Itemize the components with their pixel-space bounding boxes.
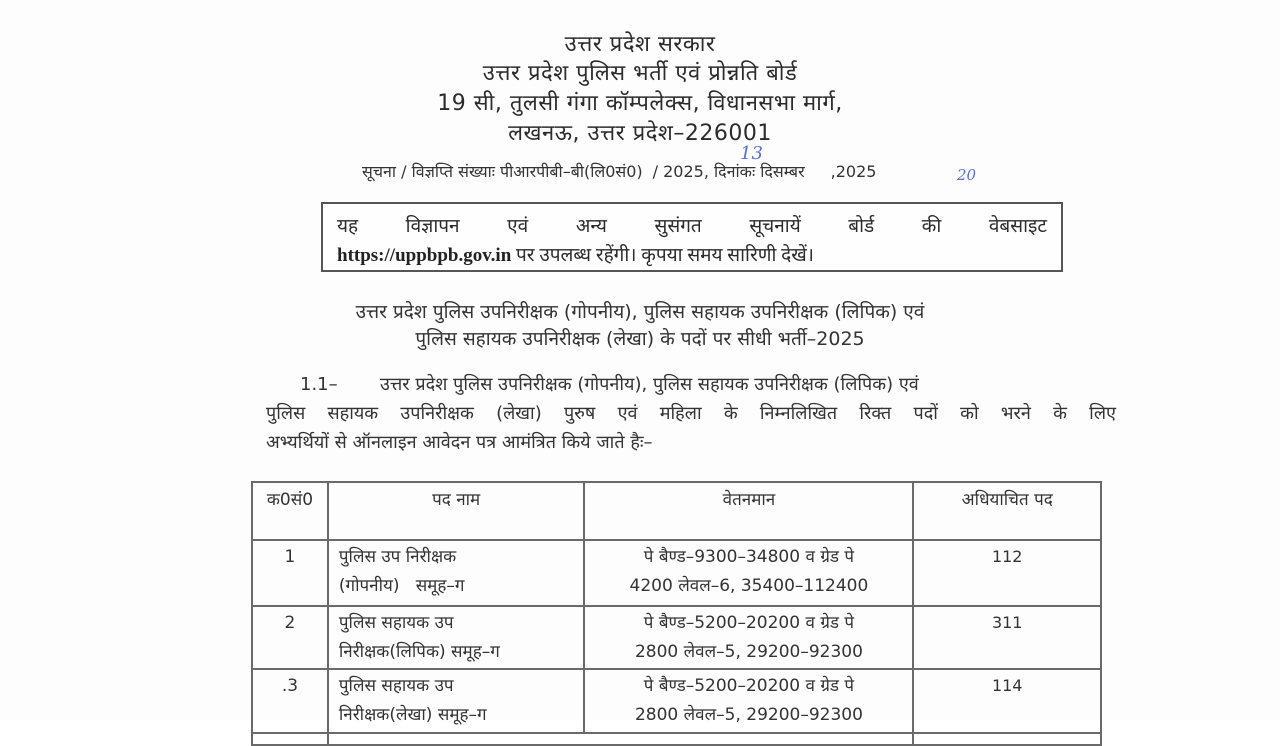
website-notice-box [321, 202, 1063, 272]
reference-prefix: सूचना / विज्ञप्ति संख्याः पीआरपीबी–बी(लि0सं0) [362, 162, 643, 181]
paragraph-line-2 [266, 401, 1116, 425]
reference-year: / 2025, दिनांकः दिसम्बर [652, 162, 805, 181]
table-row [252, 669, 1101, 733]
notice-word: सुसंगत [654, 216, 702, 237]
paragraph-line-3: अभ्यर्थियों से ऑनलाइन आवेदन पत्र आमंत्रित किये जाते हैः– [266, 432, 653, 453]
post-name-line: पुलिस सहायक उप [338, 613, 454, 633]
table-header-row [252, 482, 1101, 540]
post-name-line: निरीक्षक(लिपिक) समूह–ग [338, 642, 500, 662]
header-post-name: पद नाम [328, 482, 585, 540]
handwritten-notice-number: 13 [740, 143, 763, 164]
post-name [328, 669, 585, 733]
paragraph-line-1 [266, 372, 1116, 396]
paragraph-word: एवं [617, 403, 638, 424]
website-link[interactable]: https://uppbpb.gov.in [337, 245, 512, 266]
pay-scale-line: 4200 लेवल–6, 35400–112400 [629, 576, 869, 596]
pay-scale-line: पे बैण्ड–5200–20200 व ग्रेड पे [643, 676, 855, 696]
post-name-line: निरीक्षक(लेखा) समूह–ग [338, 705, 487, 725]
pay-scale [584, 540, 913, 606]
notice-word: वेबसाइट [988, 216, 1047, 237]
address-line: 19 सी, तुलसी गंगा कॉम्पलेक्स, विधानसभा मार्ग, [437, 91, 843, 116]
board-name: उत्तर प्रदेश पुलिस भर्ती एवं प्रोन्नति बोर्ड [482, 61, 798, 86]
recruitment-title-line-2: पुलिस सहायक उपनिरीक्षक (लेखा) के पदों पर सीधी भर्ती–2025 [415, 328, 865, 350]
paragraph-word: महिला [659, 403, 702, 424]
notice-line-1 [337, 212, 1047, 238]
post-name-line: (गोपनीय) समूह–ग [338, 576, 465, 596]
table-row-partial [252, 733, 1101, 745]
reference-year-suffix: ,2025 [830, 162, 877, 181]
pay-scale [584, 669, 913, 733]
notice-word: एवं [507, 216, 529, 237]
handwritten-date-day: 20 [957, 166, 977, 184]
pay-scale-line: पे बैण्ड–5200–20200 व ग्रेड पे [643, 613, 855, 633]
header-serial-no: क0सं0 [252, 482, 328, 540]
notification-reference [362, 160, 876, 182]
requisitioned-posts: 112 [913, 540, 1101, 606]
pay-scale-line: पे बैण्ड–9300–34800 व ग्रेड पे [643, 547, 855, 567]
paragraph-word: (लेखा) [496, 403, 542, 424]
notice-word: की [921, 216, 942, 237]
paragraph-word: सहायक [327, 403, 379, 424]
header-pay-scale: वेतनमान [584, 482, 913, 540]
serial-no: 2 [252, 606, 328, 669]
notice-line-2 [337, 241, 814, 267]
notice-word: अन्य [575, 216, 607, 237]
requisitioned-posts: 114 [913, 669, 1101, 733]
notice-word: विज्ञापन [405, 216, 460, 237]
requisitioned-posts: 311 [913, 606, 1101, 669]
post-name [328, 606, 585, 669]
paragraph-word: के [723, 403, 738, 424]
paragraph-word: भरने [1000, 403, 1031, 424]
notice-word: सूचनायें [749, 216, 801, 237]
paragraph-word: को [960, 403, 979, 424]
paragraph-word: पुरुष [563, 403, 596, 424]
pay-scale-line: 2800 लेवल–5, 29200–92300 [634, 642, 863, 662]
paragraph-word: के [1053, 403, 1067, 424]
paragraph-number: 1.1– [300, 374, 338, 395]
notice-word: बोर्ड [848, 216, 875, 237]
city-pincode: लखनऊ, उत्तर प्रदेश–226001 [508, 121, 772, 146]
post-name-line: पुलिस उप निरीक्षक [338, 547, 457, 567]
cell-empty [328, 733, 914, 745]
paragraph-word: निम्नलिखित [759, 403, 838, 424]
serial-no: .3 [252, 669, 328, 733]
header-requisitioned-posts: अधियाचित पद [913, 482, 1101, 540]
cell-empty [252, 733, 328, 745]
paragraph-word: पदों [913, 403, 938, 424]
table-row [252, 606, 1101, 669]
post-name [328, 540, 585, 606]
notice-line-2-text: पर उपलब्ध रहेंगी। कृपया समय सारिणी देखें। [511, 245, 814, 266]
paragraph-word: उपनिरीक्षक [400, 403, 474, 424]
paragraph-word: रिक्त [859, 403, 892, 424]
serial-no: 1 [252, 540, 328, 606]
pay-scale [584, 606, 913, 669]
table-row [252, 540, 1101, 606]
govt-heading: उत्तर प्रदेश सरकार [564, 32, 716, 57]
pay-scale-line: 2800 लेवल–5, 29200–92300 [634, 705, 863, 725]
recruitment-title-line-1: उत्तर प्रदेश पुलिस उपनिरीक्षक (गोपनीय), पुलिस सहायक उपनिरीक्षक (लिपिक) एवं [355, 301, 925, 323]
paragraph-word: पुलिस [266, 403, 306, 424]
paragraph-text: उत्तर प्रदेश पुलिस उपनिरीक्षक (गोपनीय), पुलिस सहायक उपनिरीक्षक (लिपिक) एवं [380, 374, 919, 395]
cell-empty [913, 733, 1101, 745]
vacancy-table [251, 481, 1102, 746]
post-name-line: पुलिस सहायक उप [338, 676, 454, 696]
notice-word: यह [337, 216, 359, 237]
paragraph-word: लिए [1089, 403, 1116, 424]
